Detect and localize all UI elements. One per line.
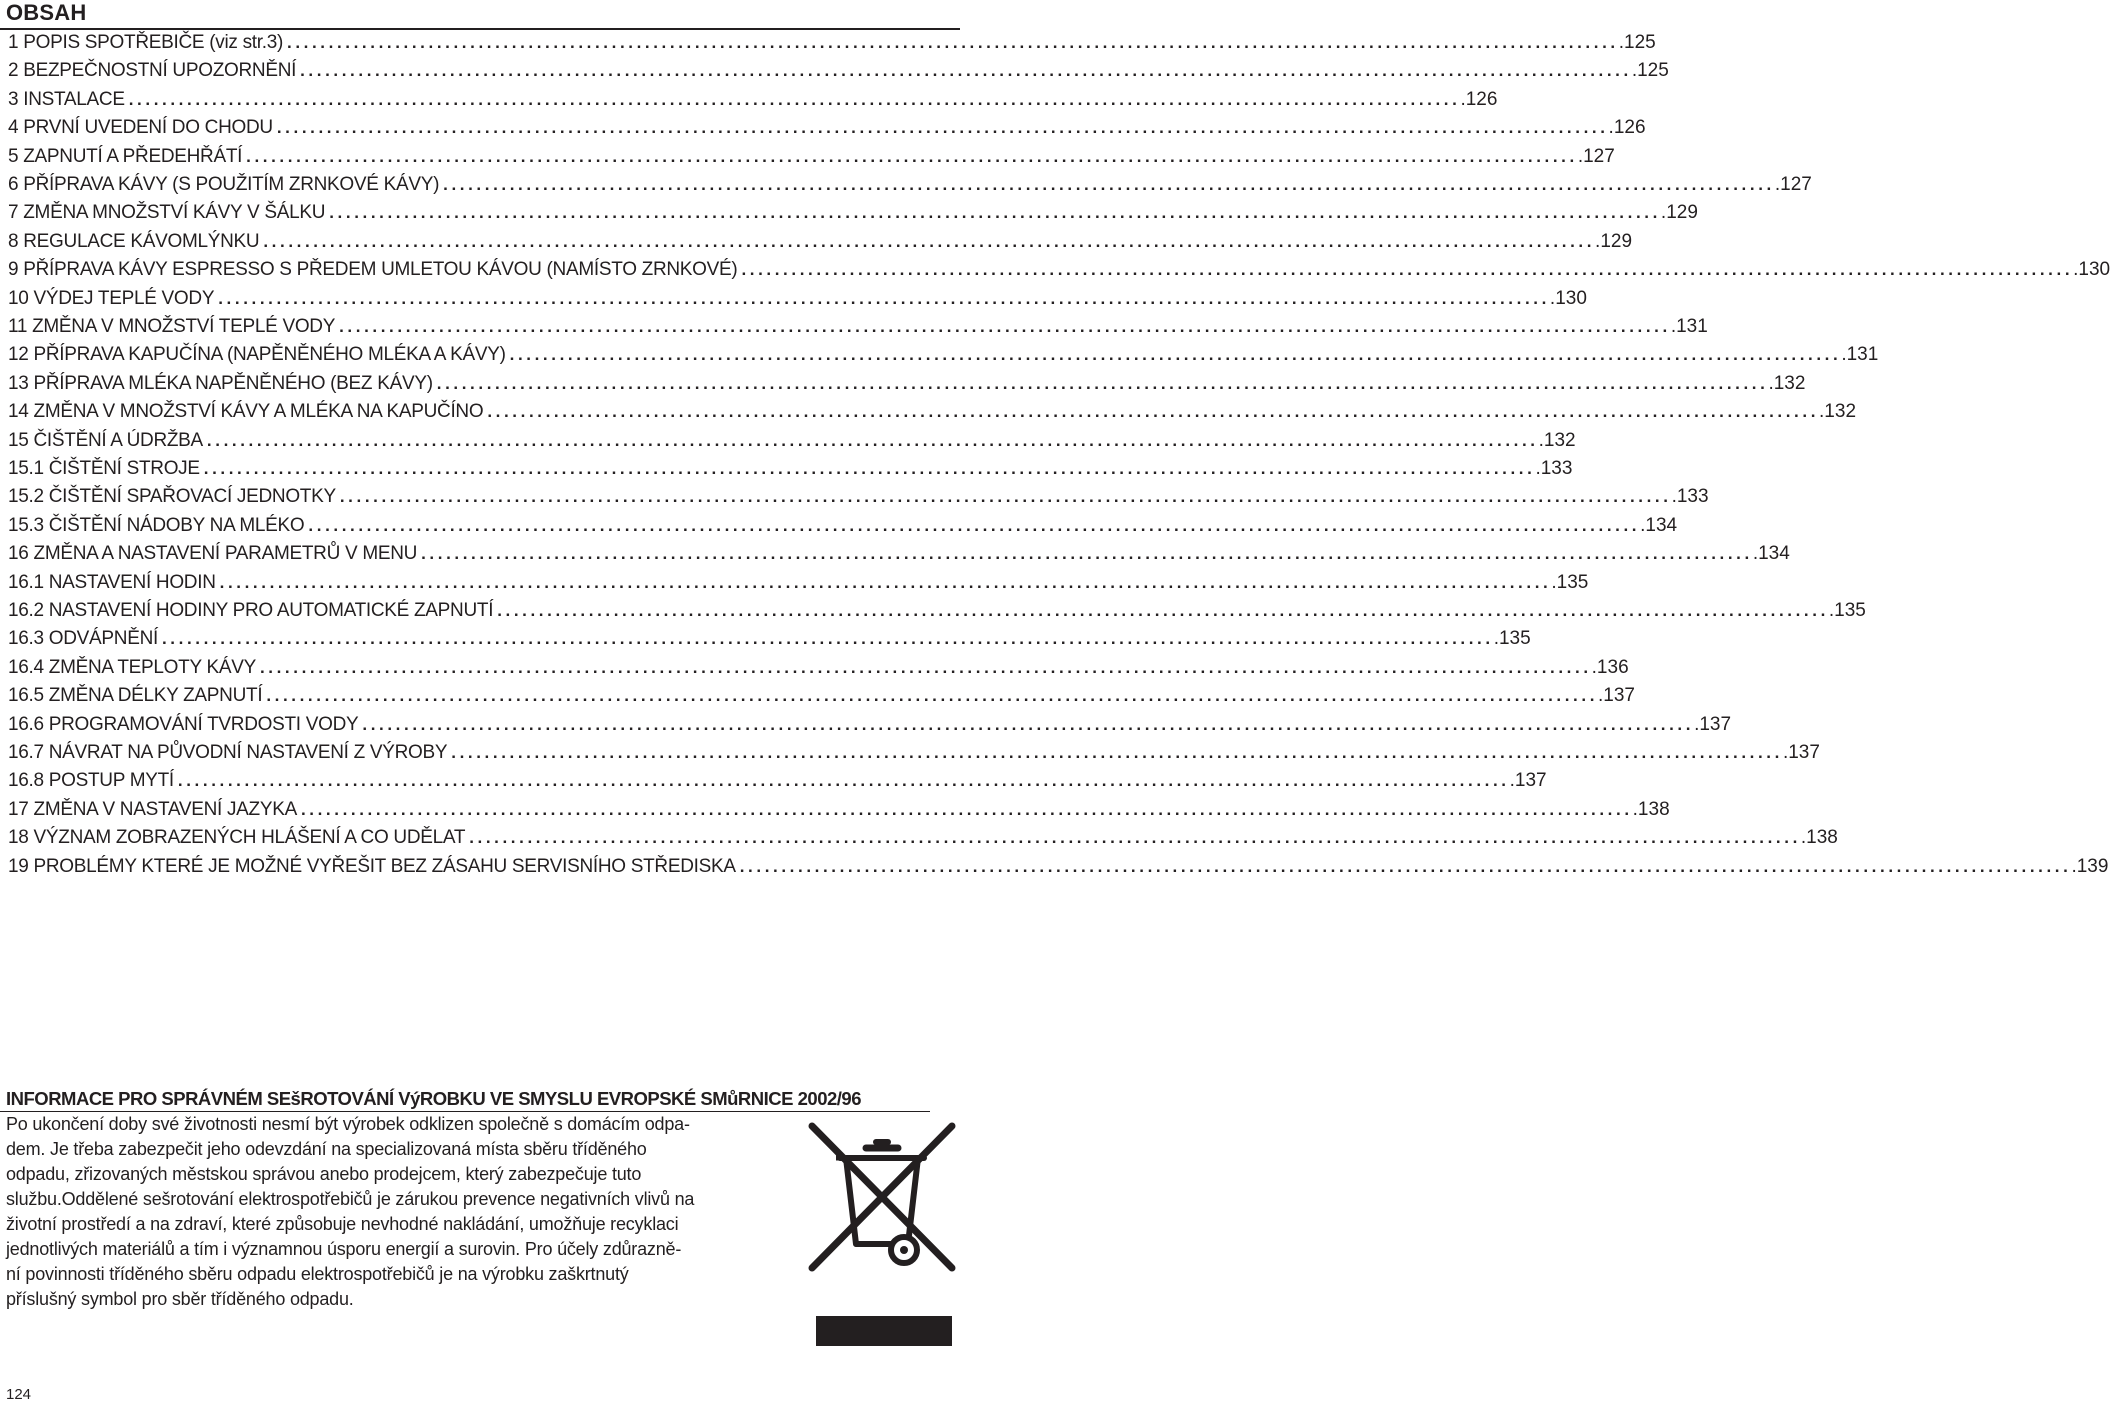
toc-entry <box>8 625 1531 653</box>
toc-entry <box>8 256 2110 284</box>
toc-entry <box>8 398 1857 426</box>
toc-leader-dots: ................................................................................................................................................................ <box>128 89 1461 109</box>
toc-entry-title: 16.7 NÁVRAT NA PŮVODNÍ NASTAVENÍ Z VÝROBY <box>8 742 448 763</box>
toc-entry <box>8 427 1576 455</box>
toc-leader-dots: ................................................................................................................................................................ <box>497 601 1829 620</box>
toc-leader-dots: ................................................................................................................................................................ <box>219 572 1552 592</box>
toc-leader-dots: ................................................................................................................................................................ <box>276 118 1609 138</box>
toc-entry <box>8 597 1866 625</box>
toc-entry <box>8 682 1635 710</box>
toc-entry-page: .137 <box>1598 685 1635 707</box>
toc-entry-page: .129 <box>1660 202 1698 224</box>
toc-entry <box>8 711 1732 739</box>
toc-leader-dots: ................................................................................................................................................................ <box>443 175 1775 194</box>
weee-text-line: Po ukončení doby své životnosti nesmí být výrobek odklizen společně s domácím odpa- <box>6 1114 690 1134</box>
weee-text-line: odpadu, zřizovaných městskou správou anebo prodejcem, který zabezpečuje tuto <box>6 1164 642 1184</box>
separate-collection-bar <box>816 1316 952 1346</box>
toc-entry <box>8 540 1790 568</box>
toc-entry-page: .126 <box>1608 117 1646 139</box>
toc-leader-dots: ................................................................................................................................................................ <box>339 487 1672 507</box>
toc-leader-dots: ................................................................................................................................................................ <box>246 146 1578 166</box>
toc-entry-title: 7 ZMĚNA MNOŽSTVÍ KÁVY V ŠÁLKU <box>8 202 326 224</box>
weee-text-line: dem. Je třeba zabezpečit jeho odevzdání na specializovaná místa sběru tříděného <box>6 1139 647 1159</box>
toc-leader-dots: ................................................................................................................................................................ <box>739 856 2072 876</box>
toc-leader-dots: ................................................................................................................................................................ <box>287 33 1619 52</box>
toc-entry <box>8 569 1589 597</box>
page-title: OBSAH <box>6 0 87 25</box>
toc-leader-dots: ................................................................................................................................................................ <box>300 61 1632 81</box>
toc-entry <box>8 171 1812 199</box>
toc-entry-title: 9 PŘÍPRAVA KÁVY ESPRESSO S PŘEDEM UMLETOU KÁVOU (NAMÍSTO ZRNKOVÉ) <box>8 259 738 281</box>
toc-entry-title: 15.3 ČIŠTĚNÍ NÁDOBY NA MLÉKO <box>8 514 305 536</box>
toc-entry <box>8 455 1573 483</box>
toc-leader-dots: ................................................................................................................................................................ <box>741 260 2074 280</box>
toc-entry-page: .127 <box>1774 174 1812 195</box>
toc-entry-page: .130 <box>2073 259 2110 281</box>
toc-entry <box>8 285 1587 313</box>
weee-text-line: službu.Oddělené sešrotování elektrospotřebičů je zárukou prevence negativních vlivů na <box>6 1189 695 1209</box>
toc-entry-page: .131 <box>1841 344 1879 366</box>
toc-entry-page: .132 <box>1768 372 1806 394</box>
toc-entry <box>8 57 1669 85</box>
toc-entry-page: .132 <box>1538 429 1576 451</box>
toc-entry-page: .134 <box>1640 514 1678 536</box>
toc-entry <box>8 853 2109 881</box>
toc-entry <box>8 370 1806 398</box>
weee-heading: INFORMACE PRO SPRÁVNÉM SEšROTOVÁNÍ VýROBKU VE SMYSLU EVROPSKÉ SMůRNICE 2002/96 <box>6 1088 862 1109</box>
toc-entry-page: .125 <box>1631 60 1669 82</box>
toc-entry-page: .134 <box>1752 543 1790 565</box>
toc-entry-page: .126 <box>1460 88 1498 110</box>
toc-entry-title: 19 PROBLÉMY KTERÉ JE MOŽNÉ VYŘEŠIT BEZ ZÁSAHU SERVISNÍHO STŘEDISKA <box>8 855 736 877</box>
toc-leader-dots: ................................................................................................................................................................ <box>509 345 1842 365</box>
toc-entry <box>8 86 1498 114</box>
toc-entry <box>8 143 1615 171</box>
toc-entry-page: .136 <box>1591 656 1629 678</box>
toc-entry-title: 11 ZMĚNA V MNOŽSTVÍ TEPLÉ VODY <box>8 316 336 337</box>
toc-entry-page: .135 <box>1493 628 1531 650</box>
toc-entry <box>8 654 1629 682</box>
toc-entry-title: 16.3 ODVÁPNĚNÍ <box>8 628 158 650</box>
toc-leader-dots: ................................................................................................................................................................ <box>362 714 1695 734</box>
toc-leader-dots: ................................................................................................................................................................ <box>421 544 1753 564</box>
toc-entry-title: 17 ZMĚNA V NASTAVENÍ JAZYKA <box>8 798 297 820</box>
toc-entry-page: .137 <box>1782 742 1820 763</box>
toc-leader-dots: ................................................................................................................................................................ <box>266 686 1599 706</box>
toc-entry-title: 14 ZMĚNA V MNOŽSTVÍ KÁVY A MLÉKA NA KAPUČÍNO <box>8 401 484 423</box>
toc-entry <box>8 313 1708 341</box>
toc-leader-dots: ................................................................................................................................................................ <box>339 317 1671 336</box>
toc-entry <box>8 199 1698 227</box>
toc-entry-page: .129 <box>1595 230 1633 252</box>
toc-leader-dots: ................................................................................................................................................................ <box>451 743 1783 762</box>
toc-entry <box>8 796 1670 824</box>
toc-entry-title: 3 INSTALACE <box>8 88 125 110</box>
toc-entry-page: .139 <box>2071 855 2109 877</box>
toc-entry <box>8 228 1633 256</box>
toc-entry-title: 16.2 NASTAVENÍ HODINY PRO AUTOMATICKÉ ZAPNUTÍ <box>8 600 494 621</box>
toc-entry-page: .131 <box>1670 316 1708 337</box>
page-number: 124 <box>6 1386 32 1403</box>
toc-entry-title: 16.8 POSTUP MYTÍ <box>8 770 174 792</box>
toc-entry <box>8 29 1656 57</box>
toc-entry-title: 4 PRVNÍ UVEDENÍ DO CHODU <box>8 117 273 139</box>
toc-entry-page: .137 <box>1694 713 1732 735</box>
toc-leader-dots: ................................................................................................................................................................ <box>329 203 1661 223</box>
toc-entry-title: 1 POPIS SPOTŘEBIČE (viz str.3) <box>8 32 284 53</box>
toc-entry-title: 15.1 ČIŠTĚNÍ STROJE <box>8 458 200 479</box>
toc-entry-page: .138 <box>1800 827 1838 849</box>
toc-entry-title: 2 BEZPEČNOSTNÍ UPOZORNĚNÍ <box>8 60 297 82</box>
toc-entry-page: .132 <box>1819 401 1857 423</box>
toc-leader-dots: ................................................................................................................................................................ <box>203 459 1536 478</box>
crossed-out-wheelie-bin-icon <box>806 1118 958 1272</box>
toc-entry-page: .135 <box>1828 600 1866 621</box>
toc-entry <box>8 767 1547 795</box>
toc-entry <box>8 512 1678 540</box>
toc-entry <box>8 114 1646 142</box>
toc-entry-page: .137 <box>1509 770 1547 792</box>
toc-entry-title: 18 VÝZNAM ZOBRAZENÝCH HLÁŠENÍ A CO UDĚLAT <box>8 827 466 849</box>
toc-entry-page: .133 <box>1535 458 1573 479</box>
toc-entry <box>8 824 1838 852</box>
toc-entry-title: 12 PŘÍPRAVA KAPUČÍNA (NAPĚNĚNÉHO MLÉKA A KÁVY) <box>8 344 506 366</box>
toc-leader-dots: ................................................................................................................................................................ <box>259 657 1592 677</box>
toc-entry-title: 15.2 ČIŠTĚNÍ SPAŘOVACÍ JEDNOTKY <box>8 486 336 508</box>
toc-leader-dots: ................................................................................................................................................................ <box>161 629 1494 649</box>
toc-entry-page: .125 <box>1618 32 1656 53</box>
toc-leader-dots: ................................................................................................................................................................ <box>218 288 1550 308</box>
toc-leader-dots: ................................................................................................................................................................ <box>487 402 1820 422</box>
toc-entry-title: 16 ZMĚNA A NASTAVENÍ PARAMETRŮ V MENU <box>8 543 418 565</box>
toc-entry-title: 5 ZAPNUTÍ A PŘEDEHŘÁTÍ <box>8 145 243 167</box>
toc-entry-title: 15 ČIŠTĚNÍ A ÚDRŽBA <box>8 429 203 451</box>
toc-entry-title: 16.6 PROGRAMOVÁNÍ TVRDOSTI VODY <box>8 713 359 735</box>
toc-entry <box>8 341 1879 369</box>
toc-leader-dots: ................................................................................................................................................................ <box>308 515 1641 535</box>
toc-entry-title: 16.4 ZMĚNA TEPLOTY KÁVY <box>8 656 256 678</box>
weee-text-line: životní prostředí a na zdraví, které způsobuje nevhodné nakládání, umožňuje recyklaci <box>6 1214 679 1234</box>
toc-entry-title: 16.5 ZMĚNA DÉLKY ZAPNUTÍ <box>8 685 263 707</box>
toc-entry-title: 8 REGULACE KÁVOMLÝNKU <box>8 230 260 252</box>
toc-entry-title: 13 PŘÍPRAVA MLÉKA NAPĚNĚNÉHO (BEZ KÁVY) <box>8 372 433 394</box>
toc-entry-title: 10 VÝDEJ TEPLÉ VODY <box>8 287 215 309</box>
toc-leader-dots: ................................................................................................................................................................ <box>206 430 1539 450</box>
toc-leader-dots: ................................................................................................................................................................ <box>263 231 1596 251</box>
toc-entry <box>8 483 1709 511</box>
toc-entry-title: 16.1 NASTAVENÍ HODIN <box>8 571 216 593</box>
toc-entry-page: .138 <box>1632 798 1670 820</box>
toc-entry-page: .127 <box>1577 145 1615 167</box>
toc-leader-dots: ................................................................................................................................................................ <box>300 799 1633 819</box>
weee-text-line: ní povinnosti tříděného sběru odpadu elektrospotřebičů je na výrobku zaškrtnutý <box>6 1264 629 1284</box>
toc-leader-dots: ................................................................................................................................................................ <box>177 771 1510 791</box>
toc-entry-page: .135 <box>1551 571 1589 593</box>
toc-entry-page: .130 <box>1549 287 1587 309</box>
weee-text-line: příslušný symbol pro sběr tříděného odpadu. <box>6 1289 354 1309</box>
toc-leader-dots: ................................................................................................................................................................ <box>436 373 1769 393</box>
toc-entry-page: .133 <box>1671 486 1709 508</box>
toc-leader-dots: ................................................................................................................................................................ <box>469 828 1801 848</box>
toc-entry <box>8 739 1820 767</box>
toc-entry-title: 6 PŘÍPRAVA KÁVY (S POUŽITÍM ZRNKOVÉ KÁVY) <box>8 174 440 195</box>
weee-text-line: jednotlivých materiálů a tím i významnou úsporu energií a surovin. Pro účely zdůrazně- <box>6 1239 682 1259</box>
